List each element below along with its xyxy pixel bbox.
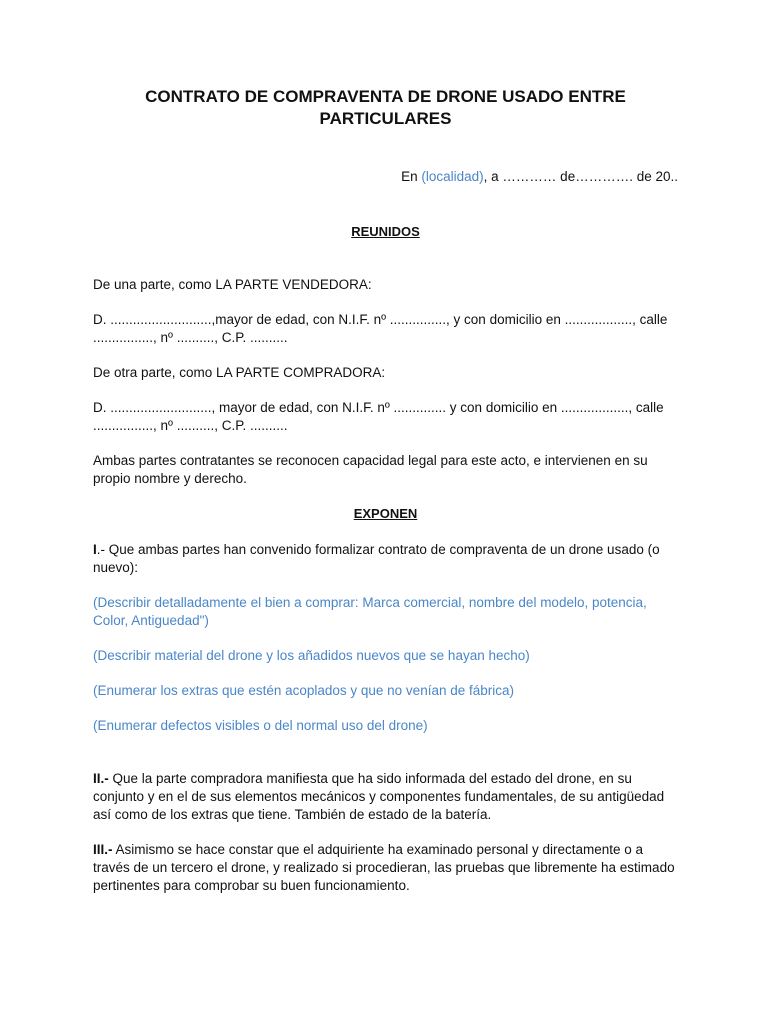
clause-1: [93, 541, 678, 577]
placeholder-defects: (Enumerar defectos visibles o del normal uso del drone): [93, 718, 428, 733]
buyer-intro: De otra parte, como LA PARTE COMPRADORA:: [93, 365, 386, 380]
clause-2-text: Que la parte compradora manifiesta que ha sido informada del estado del drone, en su conjunto y en el de sus elementos mecánicos y componentes fundamentales, de su antigüedad así como de los extras que tiene. También de estado de la batería.: [93, 771, 665, 822]
title-line-1: CONTRATO DE COMPRAVENTA DE DRONE USADO ENTRE: [145, 87, 626, 106]
placeholder-description: (Describir detalladamente el bien a comprar: Marca comercial, nombre del modelo, potencia, Color, Antiguedad"): [93, 595, 647, 628]
date-locality: (localidad): [421, 169, 484, 184]
placeholder-extras: (Enumerar los extras que estén acoplados y que no venían de fábrica): [93, 683, 514, 698]
clause-2: [93, 770, 678, 824]
clause-3-number: III.-: [93, 842, 113, 857]
seller-intro: De una parte, como LA PARTE VENDEDORA:: [93, 277, 372, 292]
clause-1-number: I: [93, 542, 97, 557]
clause-3-text: Asimismo se hace constar que el adquiriente ha examinado personal y directamente o a través de un tercero el drone, y realizado si procedieran, las pruebas que libremente ha estimado pertinentes para comprobar su buen funcionamiento.: [93, 842, 675, 893]
document-title: [93, 86, 678, 130]
capacity-paragraph: Ambas partes contratantes se reconocen capacidad legal para este acto, e intervienen en su propio nombre y derecho.: [93, 453, 648, 486]
date-suffix: , a ………… de…………. de 20..: [483, 169, 678, 184]
heading-reunidos: REUNIDOS: [351, 224, 420, 239]
date-line: [93, 168, 678, 186]
placeholder-material: (Describir material del drone y los añadidos nuevos que se hayan hecho): [93, 648, 530, 663]
seller-details: D. ...........................,mayor de edad, con N.I.F. nº ..............., y con domicilio en .................., calle ................, nº .........., C.P. ..........: [93, 312, 668, 345]
date-prefix: En: [401, 169, 422, 184]
buyer-details: D. ..........................., mayor de edad, con N.I.F. nº .............. y con domicilio en .................., calle ................, nº .........., C.P. ..........: [93, 400, 664, 433]
clause-1-text: .- Que ambas partes han convenido formalizar contrato de compraventa de un drone usado (o nuevo):: [93, 542, 660, 575]
clause-2-number: II.-: [93, 771, 109, 786]
clause-3: [93, 841, 678, 895]
title-line-2: PARTICULARES: [319, 109, 452, 128]
heading-exponen: EXPONEN: [353, 506, 418, 521]
